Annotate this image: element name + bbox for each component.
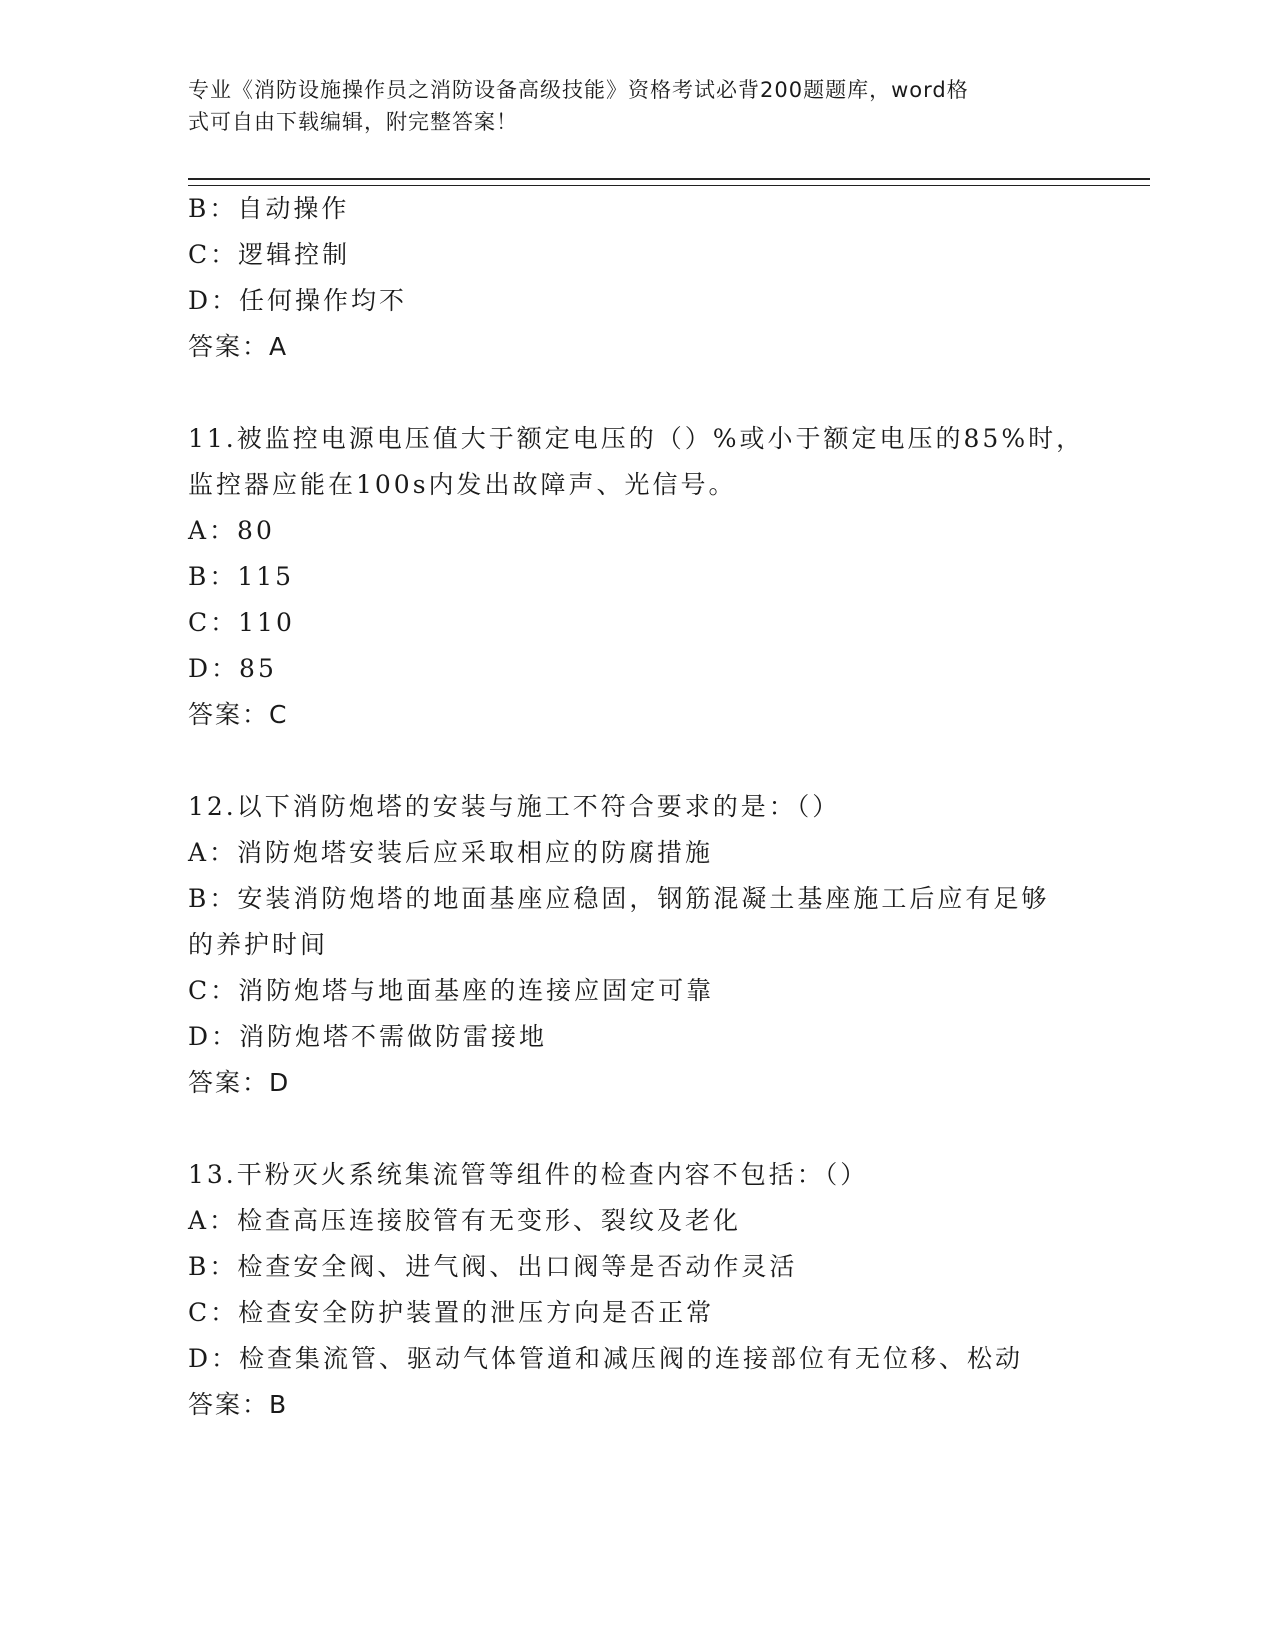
question-list [188, 186, 1088, 1428]
option-line: B：自动操作 [188, 194, 350, 223]
question-12 [188, 784, 1088, 1106]
option-line: B：安装消防炮塔的地面基座应稳固，钢筋混凝土基座施工后应有足够 [188, 884, 1050, 913]
option-line: A：检查高压连接胶管有无变形、裂纹及老化 [188, 1206, 742, 1235]
spacer [188, 1106, 1088, 1152]
option-line: D：消防炮塔不需做防雷接地 [188, 1022, 548, 1051]
option-line: A：消防炮塔安装后应采取相应的防腐措施 [188, 838, 714, 867]
option-line: B：115 [188, 562, 295, 591]
question-10-tail [188, 186, 1088, 370]
question-stem: 11.被监控电源电压值大于额定电压的（）%或小于额定电压的85%时， [188, 424, 1085, 453]
answer-line: 答案：B [188, 1390, 289, 1419]
option-line: C：逻辑控制 [188, 240, 351, 269]
answer-line: 答案：A [188, 332, 289, 361]
question-13 [188, 1152, 1088, 1428]
option-line: D：85 [188, 654, 277, 683]
question-stem: 12.以下消防炮塔的安装与施工不符合要求的是：（） [188, 792, 841, 821]
option-line: C：检查安全防护装置的泄压方向是否正常 [188, 1298, 715, 1327]
option-line: C：110 [188, 608, 295, 637]
answer-line: 答案：D [188, 1068, 291, 1097]
option-line: B：检查安全阀、进气阀、出口阀等是否动作灵活 [188, 1252, 798, 1281]
header-title-line-1: 专业《消防设施操作员之消防设备高级技能》资格考试必背200题题库，word格 [188, 78, 969, 102]
spacer [188, 370, 1088, 416]
header-title-line-2: 式可自由下载编辑，附完整答案！ [188, 110, 518, 134]
question-11 [188, 416, 1088, 738]
answer-line: 答案：C [188, 700, 289, 729]
spacer [188, 738, 1088, 784]
option-line-continuation: 的养护时间 [188, 930, 329, 959]
option-line: D：检查集流管、驱动气体管道和减压阀的连接部位有无位移、松动 [188, 1344, 1024, 1373]
option-line: D：任何操作均不 [188, 286, 408, 315]
option-line: A：80 [188, 516, 275, 545]
question-stem: 13.干粉灭火系统集流管等组件的检查内容不包括：（） [188, 1160, 869, 1189]
option-line: C：消防炮塔与地面基座的连接应固定可靠 [188, 976, 715, 1005]
document-header [188, 74, 1068, 138]
header-divider [188, 178, 1150, 186]
question-stem: 监控器应能在100s内发出故障声、光信号。 [188, 470, 737, 499]
